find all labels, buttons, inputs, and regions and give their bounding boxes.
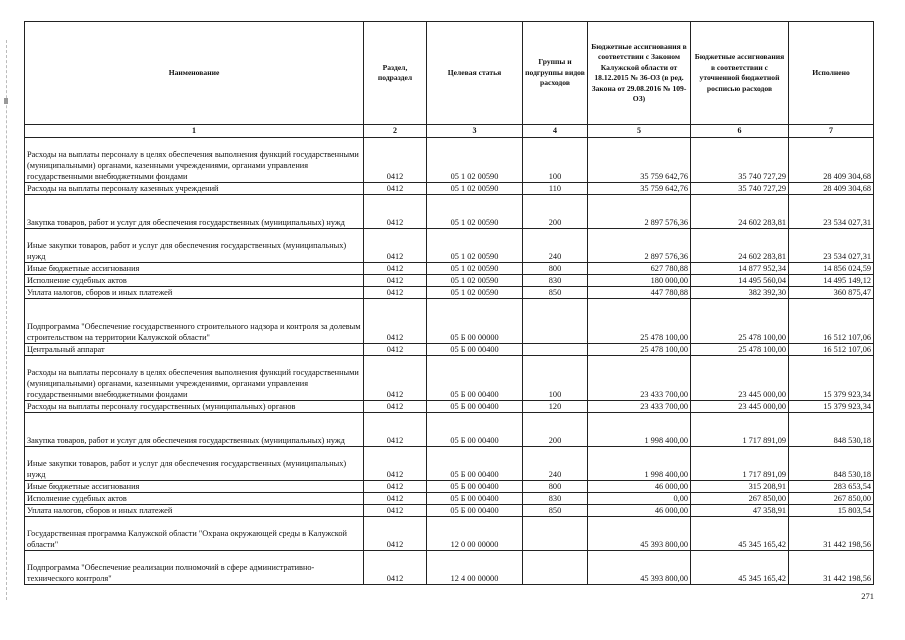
table-row bbox=[25, 356, 874, 401]
row-executed: 23 534 027,31 bbox=[789, 195, 874, 229]
row-name: Иные бюджетные ассигнования bbox=[25, 263, 364, 275]
row-target: 05 Б 00 00400 bbox=[427, 413, 523, 447]
header-budget-refined: Бюджетные ассигнования в соответствии с уточненной бюджетной росписью расходов bbox=[691, 22, 789, 125]
row-executed: 15 379 923,34 bbox=[789, 401, 874, 413]
row-executed: 31 442 198,56 bbox=[789, 551, 874, 585]
table-row bbox=[25, 195, 874, 229]
header-section: Раздел, подраздел bbox=[364, 22, 427, 125]
row-name: Расходы на выплаты персоналу в целях обеспечения выполнения функций государственными (муниципальными) органами, казенными учреждениями, органами управления государственными внебюджетными фондами bbox=[25, 138, 364, 183]
row-section: 0412 bbox=[364, 356, 427, 401]
row-name: Государственная программа Калужской области "Охрана окружающей среды в Калужской области" bbox=[25, 517, 364, 551]
row-refined: 14 495 560,04 bbox=[691, 275, 789, 287]
row-target: 05 Б 00 00000 bbox=[427, 299, 523, 344]
column-number-row bbox=[25, 125, 874, 138]
row-budget: 45 393 800,00 bbox=[588, 517, 691, 551]
row-group bbox=[523, 299, 588, 344]
budget-table bbox=[24, 21, 874, 585]
table-row bbox=[25, 183, 874, 195]
table-row bbox=[25, 401, 874, 413]
row-section: 0412 bbox=[364, 344, 427, 356]
row-target: 05 Б 00 00400 bbox=[427, 493, 523, 505]
row-budget: 0,00 bbox=[588, 493, 691, 505]
row-executed: 848 530,18 bbox=[789, 447, 874, 481]
table-row bbox=[25, 481, 874, 493]
row-refined: 24 602 283,81 bbox=[691, 195, 789, 229]
row-target: 05 Б 00 00400 bbox=[427, 401, 523, 413]
row-section: 0412 bbox=[364, 229, 427, 263]
row-name: Закупка товаров, работ и услуг для обеспечения государственных (муниципальных) нужд bbox=[25, 413, 364, 447]
row-executed: 14 856 024,59 bbox=[789, 263, 874, 275]
row-refined: 47 358,91 bbox=[691, 505, 789, 517]
row-section: 0412 bbox=[364, 401, 427, 413]
row-executed: 848 530,18 bbox=[789, 413, 874, 447]
header-budget-law: Бюджетные ассигнования в соответствии с Законом Калужской области от 18.12.2015 № 36-ОЗ (в ред. Закона от 29.08.2016 № 109-ОЗ) bbox=[588, 22, 691, 125]
row-refined: 45 345 165,42 bbox=[691, 517, 789, 551]
row-budget: 25 478 100,00 bbox=[588, 344, 691, 356]
row-name: Закупка товаров, работ и услуг для обеспечения государственных (муниципальных) нужд bbox=[25, 195, 364, 229]
column-number: 1 bbox=[25, 125, 364, 138]
row-group: 800 bbox=[523, 263, 588, 275]
column-number: 6 bbox=[691, 125, 789, 138]
row-budget: 180 000,00 bbox=[588, 275, 691, 287]
table-row bbox=[25, 299, 874, 344]
row-section: 0412 bbox=[364, 413, 427, 447]
row-budget: 447 780,88 bbox=[588, 287, 691, 299]
table-header-row bbox=[25, 22, 874, 125]
table-row bbox=[25, 287, 874, 299]
row-executed: 283 653,54 bbox=[789, 481, 874, 493]
row-budget: 46 000,00 bbox=[588, 505, 691, 517]
row-name: Иные закупки товаров, работ и услуг для обеспечения государственных (муниципальных) нужд bbox=[25, 229, 364, 263]
row-budget: 1 998 400,00 bbox=[588, 413, 691, 447]
header-name: Наименование bbox=[25, 22, 364, 125]
row-group: 200 bbox=[523, 195, 588, 229]
row-refined: 1 717 891,09 bbox=[691, 447, 789, 481]
row-target: 12 0 00 00000 bbox=[427, 517, 523, 551]
row-group: 830 bbox=[523, 275, 588, 287]
row-group: 110 bbox=[523, 183, 588, 195]
table-row bbox=[25, 413, 874, 447]
row-executed: 16 512 107,06 bbox=[789, 299, 874, 344]
row-target: 05 Б 00 00400 bbox=[427, 356, 523, 401]
row-group: 240 bbox=[523, 447, 588, 481]
row-budget: 627 780,88 bbox=[588, 263, 691, 275]
row-group bbox=[523, 551, 588, 585]
row-target: 12 4 00 00000 bbox=[427, 551, 523, 585]
row-refined: 35 740 727,29 bbox=[691, 138, 789, 183]
row-executed: 267 850,00 bbox=[789, 493, 874, 505]
row-executed: 360 875,47 bbox=[789, 287, 874, 299]
row-budget: 2 897 576,36 bbox=[588, 195, 691, 229]
row-section: 0412 bbox=[364, 481, 427, 493]
scan-edge-line bbox=[6, 40, 8, 600]
row-group bbox=[523, 344, 588, 356]
row-executed: 28 409 304,68 bbox=[789, 183, 874, 195]
table-row bbox=[25, 517, 874, 551]
row-name: Центральный аппарат bbox=[25, 344, 364, 356]
row-budget: 35 759 642,76 bbox=[588, 183, 691, 195]
row-executed: 23 534 027,31 bbox=[789, 229, 874, 263]
row-executed: 31 442 198,56 bbox=[789, 517, 874, 551]
row-budget: 45 393 800,00 bbox=[588, 551, 691, 585]
row-refined: 25 478 100,00 bbox=[691, 344, 789, 356]
row-executed: 14 495 149,12 bbox=[789, 275, 874, 287]
row-budget: 23 433 700,00 bbox=[588, 401, 691, 413]
row-executed: 15 379 923,34 bbox=[789, 356, 874, 401]
table-row bbox=[25, 505, 874, 517]
row-section: 0412 bbox=[364, 138, 427, 183]
row-refined: 315 208,91 bbox=[691, 481, 789, 493]
row-name: Подпрограмма "Обеспечение реализации полномочий в сфере административно-технического контроля" bbox=[25, 551, 364, 585]
table-row bbox=[25, 263, 874, 275]
row-group bbox=[523, 517, 588, 551]
row-target: 05 Б 00 00400 bbox=[427, 447, 523, 481]
row-name: Расходы на выплаты персоналу государственных (муниципальных) органов bbox=[25, 401, 364, 413]
row-section: 0412 bbox=[364, 287, 427, 299]
header-executed: Исполнено bbox=[789, 22, 874, 125]
row-budget: 35 759 642,76 bbox=[588, 138, 691, 183]
row-budget: 2 897 576,36 bbox=[588, 229, 691, 263]
row-name: Иные закупки товаров, работ и услуг для обеспечения государственных (муниципальных) нужд bbox=[25, 447, 364, 481]
scan-artifact bbox=[4, 98, 8, 104]
row-section: 0412 bbox=[364, 195, 427, 229]
row-group: 850 bbox=[523, 287, 588, 299]
row-name: Исполнение судебных актов bbox=[25, 493, 364, 505]
row-name: Исполнение судебных актов bbox=[25, 275, 364, 287]
row-budget: 23 433 700,00 bbox=[588, 356, 691, 401]
row-group: 830 bbox=[523, 493, 588, 505]
row-name: Иные бюджетные ассигнования bbox=[25, 481, 364, 493]
row-section: 0412 bbox=[364, 263, 427, 275]
row-group: 200 bbox=[523, 413, 588, 447]
row-group: 800 bbox=[523, 481, 588, 493]
row-target: 05 1 02 00590 bbox=[427, 195, 523, 229]
row-refined: 35 740 727,29 bbox=[691, 183, 789, 195]
row-target: 05 1 02 00590 bbox=[427, 138, 523, 183]
row-refined: 267 850,00 bbox=[691, 493, 789, 505]
row-budget: 25 478 100,00 bbox=[588, 299, 691, 344]
row-executed: 28 409 304,68 bbox=[789, 138, 874, 183]
row-target: 05 Б 00 00400 bbox=[427, 481, 523, 493]
row-executed: 15 803,54 bbox=[789, 505, 874, 517]
row-budget: 1 998 400,00 bbox=[588, 447, 691, 481]
table-row bbox=[25, 493, 874, 505]
table-row bbox=[25, 447, 874, 481]
table-row bbox=[25, 229, 874, 263]
row-refined: 1 717 891,09 bbox=[691, 413, 789, 447]
row-section: 0412 bbox=[364, 299, 427, 344]
column-number: 3 bbox=[427, 125, 523, 138]
row-target: 05 Б 00 00400 bbox=[427, 344, 523, 356]
row-name: Расходы на выплаты персоналу казенных учреждений bbox=[25, 183, 364, 195]
row-section: 0412 bbox=[364, 447, 427, 481]
row-section: 0412 bbox=[364, 505, 427, 517]
table-row bbox=[25, 138, 874, 183]
row-section: 0412 bbox=[364, 517, 427, 551]
row-target: 05 1 02 00590 bbox=[427, 183, 523, 195]
table-row bbox=[25, 275, 874, 287]
row-budget: 46 000,00 bbox=[588, 481, 691, 493]
row-section: 0412 bbox=[364, 493, 427, 505]
table-row bbox=[25, 344, 874, 356]
row-refined: 382 392,30 bbox=[691, 287, 789, 299]
row-refined: 24 602 283,81 bbox=[691, 229, 789, 263]
row-section: 0412 bbox=[364, 551, 427, 585]
row-section: 0412 bbox=[364, 183, 427, 195]
row-group: 100 bbox=[523, 356, 588, 401]
header-groups: Группы и подгруппы видов расходов bbox=[523, 22, 588, 125]
row-group: 240 bbox=[523, 229, 588, 263]
row-group: 120 bbox=[523, 401, 588, 413]
row-target: 05 Б 00 00400 bbox=[427, 505, 523, 517]
row-refined: 14 877 952,34 bbox=[691, 263, 789, 275]
table-row bbox=[25, 551, 874, 585]
row-target: 05 1 02 00590 bbox=[427, 263, 523, 275]
row-name: Подпрограмма "Обеспечение государственного строительного надзора и контроля за долевым строительством на территории Калужской области" bbox=[25, 299, 364, 344]
column-number: 2 bbox=[364, 125, 427, 138]
row-group: 850 bbox=[523, 505, 588, 517]
row-name: Расходы на выплаты персоналу в целях обеспечения выполнения функций государственными (муниципальными) органами, казенными учреждениями, органами управления государственными внебюджетными фондами bbox=[25, 356, 364, 401]
row-group: 100 bbox=[523, 138, 588, 183]
page-number: 271 bbox=[861, 591, 874, 601]
row-name: Уплата налогов, сборов и иных платежей bbox=[25, 287, 364, 299]
row-executed: 16 512 107,06 bbox=[789, 344, 874, 356]
row-section: 0412 bbox=[364, 275, 427, 287]
row-refined: 23 445 000,00 bbox=[691, 356, 789, 401]
row-target: 05 1 02 00590 bbox=[427, 275, 523, 287]
row-target: 05 1 02 00590 bbox=[427, 229, 523, 263]
column-number: 5 bbox=[588, 125, 691, 138]
column-number: 7 bbox=[789, 125, 874, 138]
row-refined: 45 345 165,42 bbox=[691, 551, 789, 585]
row-name: Уплата налогов, сборов и иных платежей bbox=[25, 505, 364, 517]
column-number: 4 bbox=[523, 125, 588, 138]
row-refined: 25 478 100,00 bbox=[691, 299, 789, 344]
header-target: Целевая статья bbox=[427, 22, 523, 125]
row-refined: 23 445 000,00 bbox=[691, 401, 789, 413]
row-target: 05 1 02 00590 bbox=[427, 287, 523, 299]
